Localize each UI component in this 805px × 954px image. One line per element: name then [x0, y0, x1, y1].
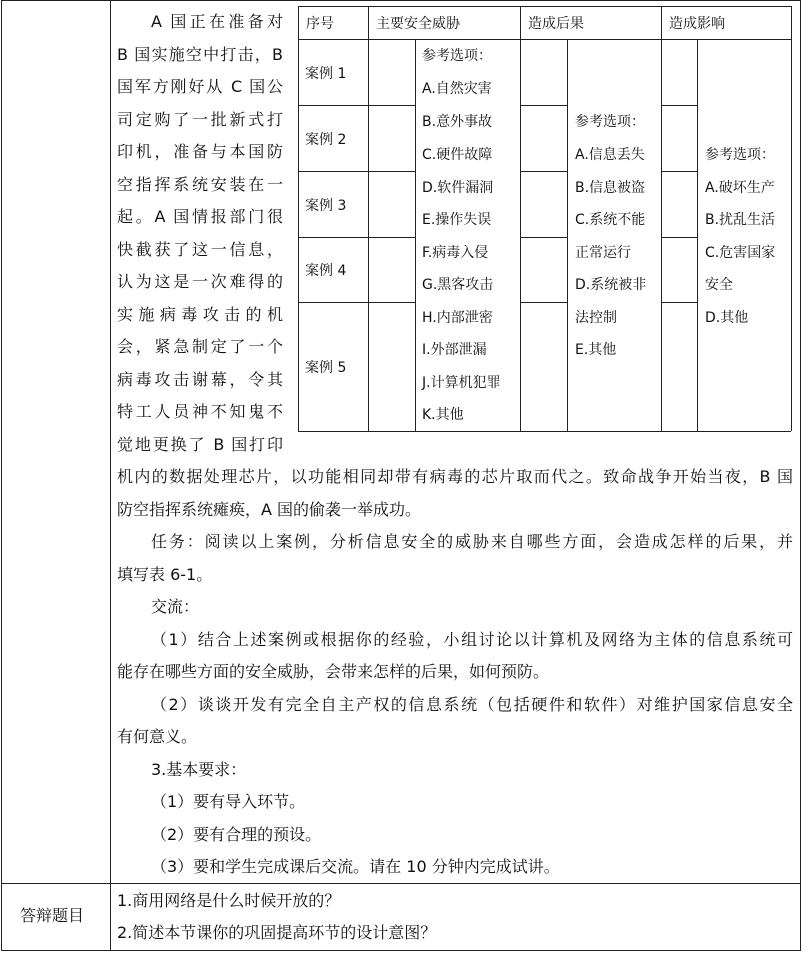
option-line: 正常运行 — [575, 245, 631, 261]
defense-question: 1.商用网络是什么时候开放的？ — [117, 891, 341, 910]
story-line: A 国正在准备对 — [151, 12, 283, 31]
story-line: 病毒攻击谢幕，令其 — [117, 369, 283, 389]
label-column-divider — [110, 0, 111, 950]
frame-bottom — [1, 950, 801, 951]
story-line: 空指挥系统安装在一 — [117, 174, 283, 194]
case-label: 案例 1 — [305, 66, 347, 82]
frame-left — [1, 0, 2, 950]
story-line: 防空指挥系统瘫痪，A 国的偷袭一举成功。 — [117, 499, 422, 519]
case-story-column — [117, 6, 283, 461]
option-line: C.危害国家 — [705, 245, 776, 261]
option-line: 参考选项： — [422, 48, 492, 64]
task-line: 填写表 6-1。 — [117, 564, 213, 584]
requirement-item: （1）要有导入环节。 — [151, 792, 306, 811]
option-line: B.扰乱生活 — [705, 212, 776, 228]
header-consequence: 造成后果 — [528, 16, 584, 32]
frame-right — [800, 0, 801, 950]
option-line: D.其他 — [705, 310, 749, 326]
option-line: G.黑客攻击 — [422, 277, 494, 293]
question-line: 能存在哪些方面的安全威胁，会带来怎样的后果，如何预防。 — [117, 662, 550, 681]
question-line: （1）结合上述案例或根据你的经验，小组讨论以计算机及网络为主体的信息系统可 — [151, 629, 793, 649]
frame-top — [1, 0, 801, 1]
story-line: 会，紧急制定了一个 — [117, 337, 283, 356]
question-line: （2）谈谈开发有完全自主产权的信息系统（包括硬件和软件）对维护国家信息安全 — [151, 694, 793, 714]
option-line: C.系统不能 — [575, 212, 646, 228]
requirement-item: （2）要有合理的预设。 — [151, 824, 322, 844]
option-line: J.计算机犯罪 — [422, 375, 501, 391]
option-line: D.软件漏洞 — [422, 180, 494, 196]
case-label: 案例 3 — [305, 198, 347, 214]
option-line: K.其他 — [422, 407, 464, 423]
story-line: 国军方刚好从 C 国公 — [117, 77, 283, 96]
exchange-label: 交流： — [151, 597, 200, 616]
option-line: E.操作失误 — [422, 212, 492, 228]
story-line: 实施病毒攻击的机 — [117, 304, 283, 324]
defense-question: 2.简述本节课你的巩固提高环节的设计意图？ — [117, 923, 437, 942]
body-text — [117, 461, 793, 884]
case-label: 案例 2 — [305, 132, 347, 148]
option-line: I.外部泄漏 — [422, 342, 487, 358]
story-line: 司定购了一批新式打 — [117, 109, 283, 129]
option-line: F.病毒入侵 — [422, 245, 489, 261]
option-line: C.硬件故障 — [422, 147, 493, 163]
option-line: 参考选项： — [705, 147, 775, 163]
requirement-item: （3）要和学生完成课后交流。请在 10 分钟内完成试讲。 — [151, 857, 560, 876]
story-line: 起。A 国情报部门很 — [117, 207, 283, 226]
option-line: B.信息被盗 — [575, 180, 646, 196]
option-line: A.信息丢失 — [575, 147, 645, 163]
option-line: A.自然灾害 — [422, 81, 492, 97]
header-index: 序号 — [306, 16, 334, 32]
story-line: B 国实施空中打击，B — [117, 44, 283, 64]
story-line: 特工人员神不知鬼不 — [117, 402, 283, 421]
story-line: 印机，准备与本国防 — [117, 142, 283, 161]
option-line: 法控制 — [575, 310, 617, 326]
option-line: E.其他 — [575, 342, 617, 358]
case-label: 案例 4 — [305, 263, 347, 279]
question-line: 有何意义。 — [117, 727, 198, 746]
header-threat: 主要安全威胁 — [376, 16, 460, 32]
story-line: 觉地更换了 B 国打印 — [117, 434, 283, 454]
story-line: 机内的数据处理芯片，以功能相同却带有病毒的芯片取而代之。致命战争开始当夜，B 国 — [117, 467, 793, 486]
requirements-title: 3.基本要求： — [151, 759, 247, 779]
defense-label: 答辩题目 — [20, 906, 85, 925]
option-line: 参考选项： — [575, 114, 645, 130]
story-line: 认为这是一次难得的 — [117, 272, 283, 291]
story-line: 快截获了这一信息， — [117, 239, 283, 259]
option-line: 安全 — [705, 277, 733, 293]
header-impact: 造成影响 — [669, 16, 725, 32]
option-line: D.系统被非 — [575, 277, 647, 293]
case-label: 案例 5 — [305, 360, 347, 376]
option-line: H.内部泄密 — [422, 310, 493, 326]
task-line: 任务：阅读以上案例，分析信息安全的威胁来自哪些方面，会造成怎样的后果，并 — [151, 532, 793, 551]
option-line: A.破坏生产 — [705, 180, 775, 196]
option-line: B.意外事故 — [422, 114, 493, 130]
